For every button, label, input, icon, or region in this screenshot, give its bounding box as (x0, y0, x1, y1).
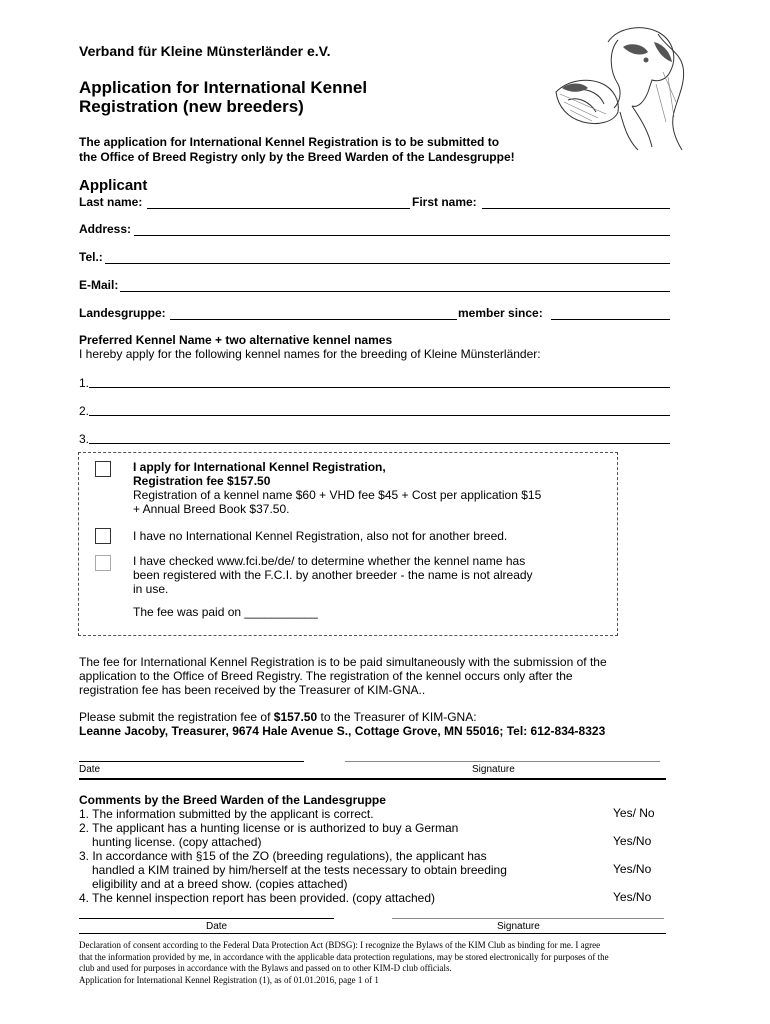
kennel-name-2-label: 2. (79, 404, 90, 418)
tel-label: Tel.: (79, 250, 103, 264)
intro-line-2: the Office of Breed Registry only by the Breed Warden of the Landesgruppe! (79, 150, 515, 164)
member-since-label: member since: (458, 306, 543, 320)
fci-checked-checkbox[interactable] (95, 555, 111, 571)
submit-amount: $157.50 (273, 710, 318, 724)
first-name-field[interactable] (482, 208, 670, 209)
address-label: Address: (79, 222, 132, 236)
separator-2 (79, 933, 666, 934)
footer-line-1: Declaration of consent according to the Federal Data Protection Act (BDSG): I recognize the Bylaws of the KIM Club as binding for me. I agree (79, 940, 601, 950)
submit-prefix: Please submit the registration fee of (79, 710, 274, 724)
fee-info-line-3: registration fee has been received by the Treasurer of KIM-GNA.. (79, 683, 426, 697)
comment-3-line-1: 3. In accordance with §15 of the ZO (breeding regulations), the applicant has (79, 849, 487, 863)
submit-suffix: to the Treasurer of KIM-GNA: (317, 710, 477, 724)
comment-2 (79, 821, 458, 849)
email-field[interactable] (120, 291, 670, 292)
date-label-2: Date (206, 921, 228, 932)
signature-label-2: Signature (497, 921, 540, 932)
date-line-1[interactable] (79, 761, 304, 762)
footer-line-4: Application for International Kennel Registration (1), as of 01.01.2016, page 1 of 1 (79, 974, 379, 985)
comment-1-yes-no[interactable]: Yes/ No (613, 806, 655, 820)
signature-line-2[interactable] (392, 918, 664, 919)
organization-name: Verband für Kleine Münsterländer e.V. (79, 43, 331, 59)
kennel-heading: Preferred Kennel Name + two alternative kennel names (79, 333, 393, 347)
data-protection-declaration (79, 940, 691, 986)
comment-3 (79, 849, 507, 891)
kennel-name-1-label: 1. (79, 376, 90, 390)
intro-text (79, 135, 599, 165)
signature-line-1[interactable] (345, 761, 660, 762)
comment-3-line-2: handled a KIM trained by him/herself at the tests necessary to obtain breeding (92, 863, 507, 877)
kennel-name-3-field[interactable] (89, 443, 670, 444)
treasurer-address: Leanne Jacoby, Treasurer, 9674 Hale Avenue S., Cottage Grove, MN 55016; Tel: 612-834-8323 (79, 724, 606, 738)
option-1-line-3: Registration of a kennel name $60 + VHD fee $45 + Cost per application $15 (133, 488, 542, 502)
comment-2-line-1: 2. The applicant has a hunting license or is authorized to buy a German (79, 821, 459, 835)
option-3-text (133, 554, 533, 596)
tel-field[interactable] (105, 263, 670, 264)
member-since-field[interactable] (551, 319, 670, 320)
title-line-1: Application for International Kennel (79, 78, 368, 97)
fee-paid-text: The fee was paid on ___________ (133, 605, 318, 619)
date-label-1: Date (79, 764, 101, 775)
intro-line-1: The application for International Kennel Registration is to be submitted to (79, 135, 500, 149)
applicant-heading: Applicant (79, 177, 148, 194)
option-3-line-1: I have checked www.fci.be/de/ to determine whether the kennel name has (133, 554, 526, 568)
comment-3-line-3: eligibility and at a breed show. (copies attached) (92, 877, 348, 891)
option-1-line-1: I apply for International Kennel Registration, (133, 460, 386, 474)
option-2-text: I have no International Kennel Registration, also not for another breed. (133, 529, 508, 543)
signature-label-1: Signature (472, 764, 515, 775)
comment-3-yes-no[interactable]: Yes/No (613, 862, 652, 876)
title-line-2: Registration (new breeders) (79, 97, 304, 116)
date-line-2[interactable] (79, 918, 334, 919)
kennel-name-3-label: 3. (79, 432, 90, 446)
no-registration-checkbox[interactable] (95, 528, 111, 544)
comment-1: 1. The information submitted by the applicant is correct. (79, 807, 374, 821)
last-name-field[interactable] (147, 208, 410, 209)
email-label: E-Mail: (79, 278, 119, 292)
fee-info-line-1: The fee for International Kennel Registration is to be paid simultaneously with the submission of the (79, 655, 607, 669)
comment-4: 4. The kennel inspection report has been provided. (copy attached) (79, 891, 436, 905)
submit-fee-text (79, 710, 477, 724)
comment-4-yes-no[interactable]: Yes/No (613, 890, 652, 904)
separator (79, 778, 666, 780)
option-3-line-3: in use. (133, 582, 169, 596)
option-1-line-2: Registration fee $157.50 (133, 474, 271, 488)
footer-line-3: club and used for purposes in accordance with the Bylaws and passed on to other KIM-D club officials. (79, 963, 452, 973)
page-title (79, 78, 499, 116)
address-field[interactable] (134, 235, 670, 236)
option-1-line-4: + Annual Breed Book $37.50. (133, 502, 290, 516)
fee-info (79, 655, 607, 697)
landesgruppe-field[interactable] (170, 319, 457, 320)
comment-2-yes-no[interactable]: Yes/No (613, 834, 652, 848)
comment-2-line-2: hunting license. (copy attached) (92, 835, 262, 849)
option-3-line-2: been registered with the F.C.I. by another breeder - the name is not already (133, 568, 533, 582)
first-name-label: First name: (412, 195, 477, 209)
fee-info-line-2: application to the Office of Breed Registry. The registration of the kennel occurs only after the (79, 669, 573, 683)
dog-illustration (548, 22, 688, 157)
last-name-label: Last name: (79, 195, 143, 209)
comments-heading: Comments by the Breed Warden of the Landesgruppe (79, 793, 386, 807)
kennel-name-2-field[interactable] (89, 415, 670, 416)
footer-line-2: that the information provided by me, in accordance with the applicable data protection regulations, may be stored electronically for purposes of the (79, 951, 609, 962)
apply-registration-checkbox[interactable] (95, 461, 111, 477)
option-1-text (133, 460, 541, 516)
kennel-apply-text: I hereby apply for the following kennel names for the breeding of Kleine Münsterländer: (79, 347, 541, 361)
landesgruppe-label: Landesgruppe: (79, 306, 166, 320)
kennel-name-1-field[interactable] (89, 387, 670, 388)
